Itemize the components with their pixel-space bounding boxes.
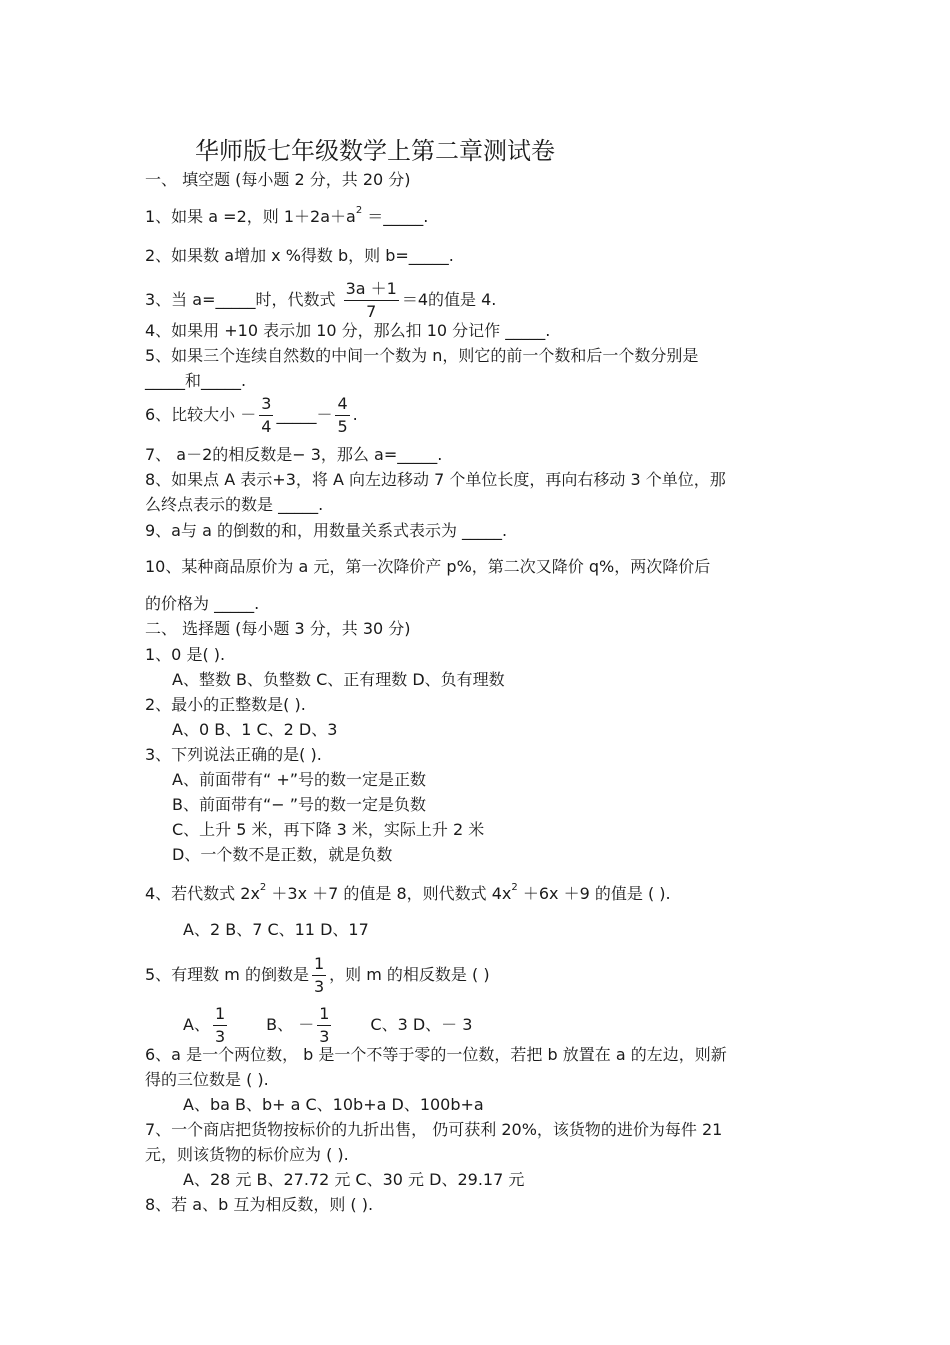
question-2-5 <box>145 956 490 995</box>
question-2-8: 8、若 a、b 互为相反数，则 ( ). <box>145 1195 374 1214</box>
fraction <box>213 1006 227 1045</box>
question-2-4-options: A、2 B、7 C、11 D、17 <box>183 920 369 939</box>
numerator: 1 <box>312 956 326 976</box>
numerator: 3 <box>259 396 273 416</box>
question-2-3: 3、下列说法正确的是( ). <box>145 745 322 764</box>
q-text: ＋3x ＋7 的值是 8，则代数式 4x <box>266 884 512 903</box>
question-2-7-options: A、28 元 B、27.72 元 C、30 元 D、29.17 元 <box>183 1170 525 1189</box>
question-1-2: 2、如果数 a增加 x %得数 b，则 b=_____. <box>145 246 454 265</box>
question-2-2-options: A、0 B、1 C、2 D、3 <box>172 720 338 739</box>
numerator: 3a ＋1 <box>344 281 399 301</box>
option-label: C、3 D、－ 3 <box>370 1015 473 1034</box>
question-1-10-line2: 的价格为 _____. <box>145 594 260 613</box>
q-text: 1、如果 a =2，则 1＋2a＋a <box>145 207 356 226</box>
q-text: ＝_____. <box>362 207 429 226</box>
fraction <box>344 281 399 320</box>
denominator: 3 <box>313 977 325 996</box>
exponent: 2 <box>355 205 363 216</box>
question-2-4 <box>145 884 671 904</box>
q-text: 3、当 a=_____时，代数式 <box>145 290 341 309</box>
fraction <box>259 396 273 435</box>
question-2-7-line2: 元，则该货物的标价应为 ( ). <box>145 1145 349 1164</box>
question-1-9: 9、a与 a 的倒数的和，用数量关系式表示为 _____. <box>145 521 508 540</box>
question-1-1 <box>145 207 428 227</box>
numerator: 4 <box>335 396 349 416</box>
q-text: ，则 m 的相反数是 ( ) <box>329 965 490 984</box>
question-1-8-line1: 8、如果点 A 表示+3，将 A 向左边移动 7 个单位长度，再向右移动 3 个单位，那 <box>145 470 726 489</box>
numerator: 1 <box>213 1006 227 1026</box>
denominator: 3 <box>214 1027 226 1046</box>
question-2-1: 1、0 是( ). <box>145 645 226 664</box>
numerator: 1 <box>317 1006 331 1026</box>
question-1-7: 7、 a－2的相反数是− 3，那么 a=_____. <box>145 445 443 464</box>
question-2-5-options <box>183 1006 472 1045</box>
exponent: 2 <box>511 882 518 893</box>
question-2-6-options: A、ba B、b+ a C、10b+a D、100b+a <box>183 1095 484 1114</box>
question-1-5-line2: _____和_____. <box>145 371 247 390</box>
fraction <box>335 396 349 435</box>
option-label: A、 <box>183 1015 210 1034</box>
question-2-7-line1: 7、一个商店把货物按标价的九折出售， 仍可获利 20%，该货物的进价为每件 21 <box>145 1120 723 1139</box>
exponent: 2 <box>259 882 267 893</box>
question-1-3 <box>145 281 496 320</box>
question-2-3-option-b: B、前面带有“− ”号的数一定是负数 <box>172 795 427 814</box>
question-1-5-line1: 5、如果三个连续自然数的中间一个数为 n，则它的前一个数和后一个数分别是 <box>145 346 699 365</box>
question-2-3-option-d: D、一个数不是正数，就是负数 <box>172 845 393 864</box>
question-2-3-option-c: C、上升 5 米，再下降 3 米，实际上升 2 米 <box>172 820 485 839</box>
fraction <box>317 1006 331 1045</box>
q-text: 4、若代数式 2x <box>145 884 260 903</box>
q-text: _____－ <box>276 405 333 424</box>
section-header-multiple-choice: 二、 选择题 (每小题 3 分，共 30 分) <box>145 619 411 638</box>
fraction <box>312 956 326 995</box>
section-header-fill-blank: 一、 填空题 (每小题 2 分，共 20 分) <box>145 170 411 189</box>
q-text: ＝4的值是 4. <box>401 290 497 309</box>
question-2-3-option-a: A、前面带有“ +”号的数一定是正数 <box>172 770 427 789</box>
denominator: 5 <box>337 417 348 436</box>
question-2-1-options: A、整数 B、负整数 C、正有理数 D、负有理数 <box>172 670 505 689</box>
question-2-2: 2、最小的正整数是( ). <box>145 695 306 714</box>
q-text: ＋6x ＋9 的值是 ( ). <box>517 884 671 903</box>
question-2-6-line1: 6、a 是一个两位数， b 是一个不等于零的一位数，若把 b 放置在 a 的左边，则新 <box>145 1045 727 1064</box>
page-title: 华师版七年级数学上第二章测试卷 <box>195 137 555 165</box>
denominator: 7 <box>366 302 377 321</box>
q-text: . <box>352 405 358 424</box>
q-text: 5、有理数 m 的倒数是 <box>145 965 309 984</box>
question-2-6-line2: 得的三位数是 ( ). <box>145 1070 269 1089</box>
q-text: 6、比较大小 － <box>145 405 257 424</box>
denominator: 3 <box>319 1027 330 1046</box>
question-1-8-line2: 么终点表示的数是 _____. <box>145 495 324 514</box>
option-label: B、 － <box>266 1015 315 1034</box>
question-1-10-line1: 10、某种商品原价为 a 元，第一次降价产 p%，第二次又降价 q%，两次降价后 <box>145 557 711 576</box>
question-1-4: 4、如果用 +10 表示加 10 分，那么扣 10 分记作 _____. <box>145 321 551 340</box>
denominator: 4 <box>261 417 272 436</box>
question-1-6 <box>145 396 358 435</box>
